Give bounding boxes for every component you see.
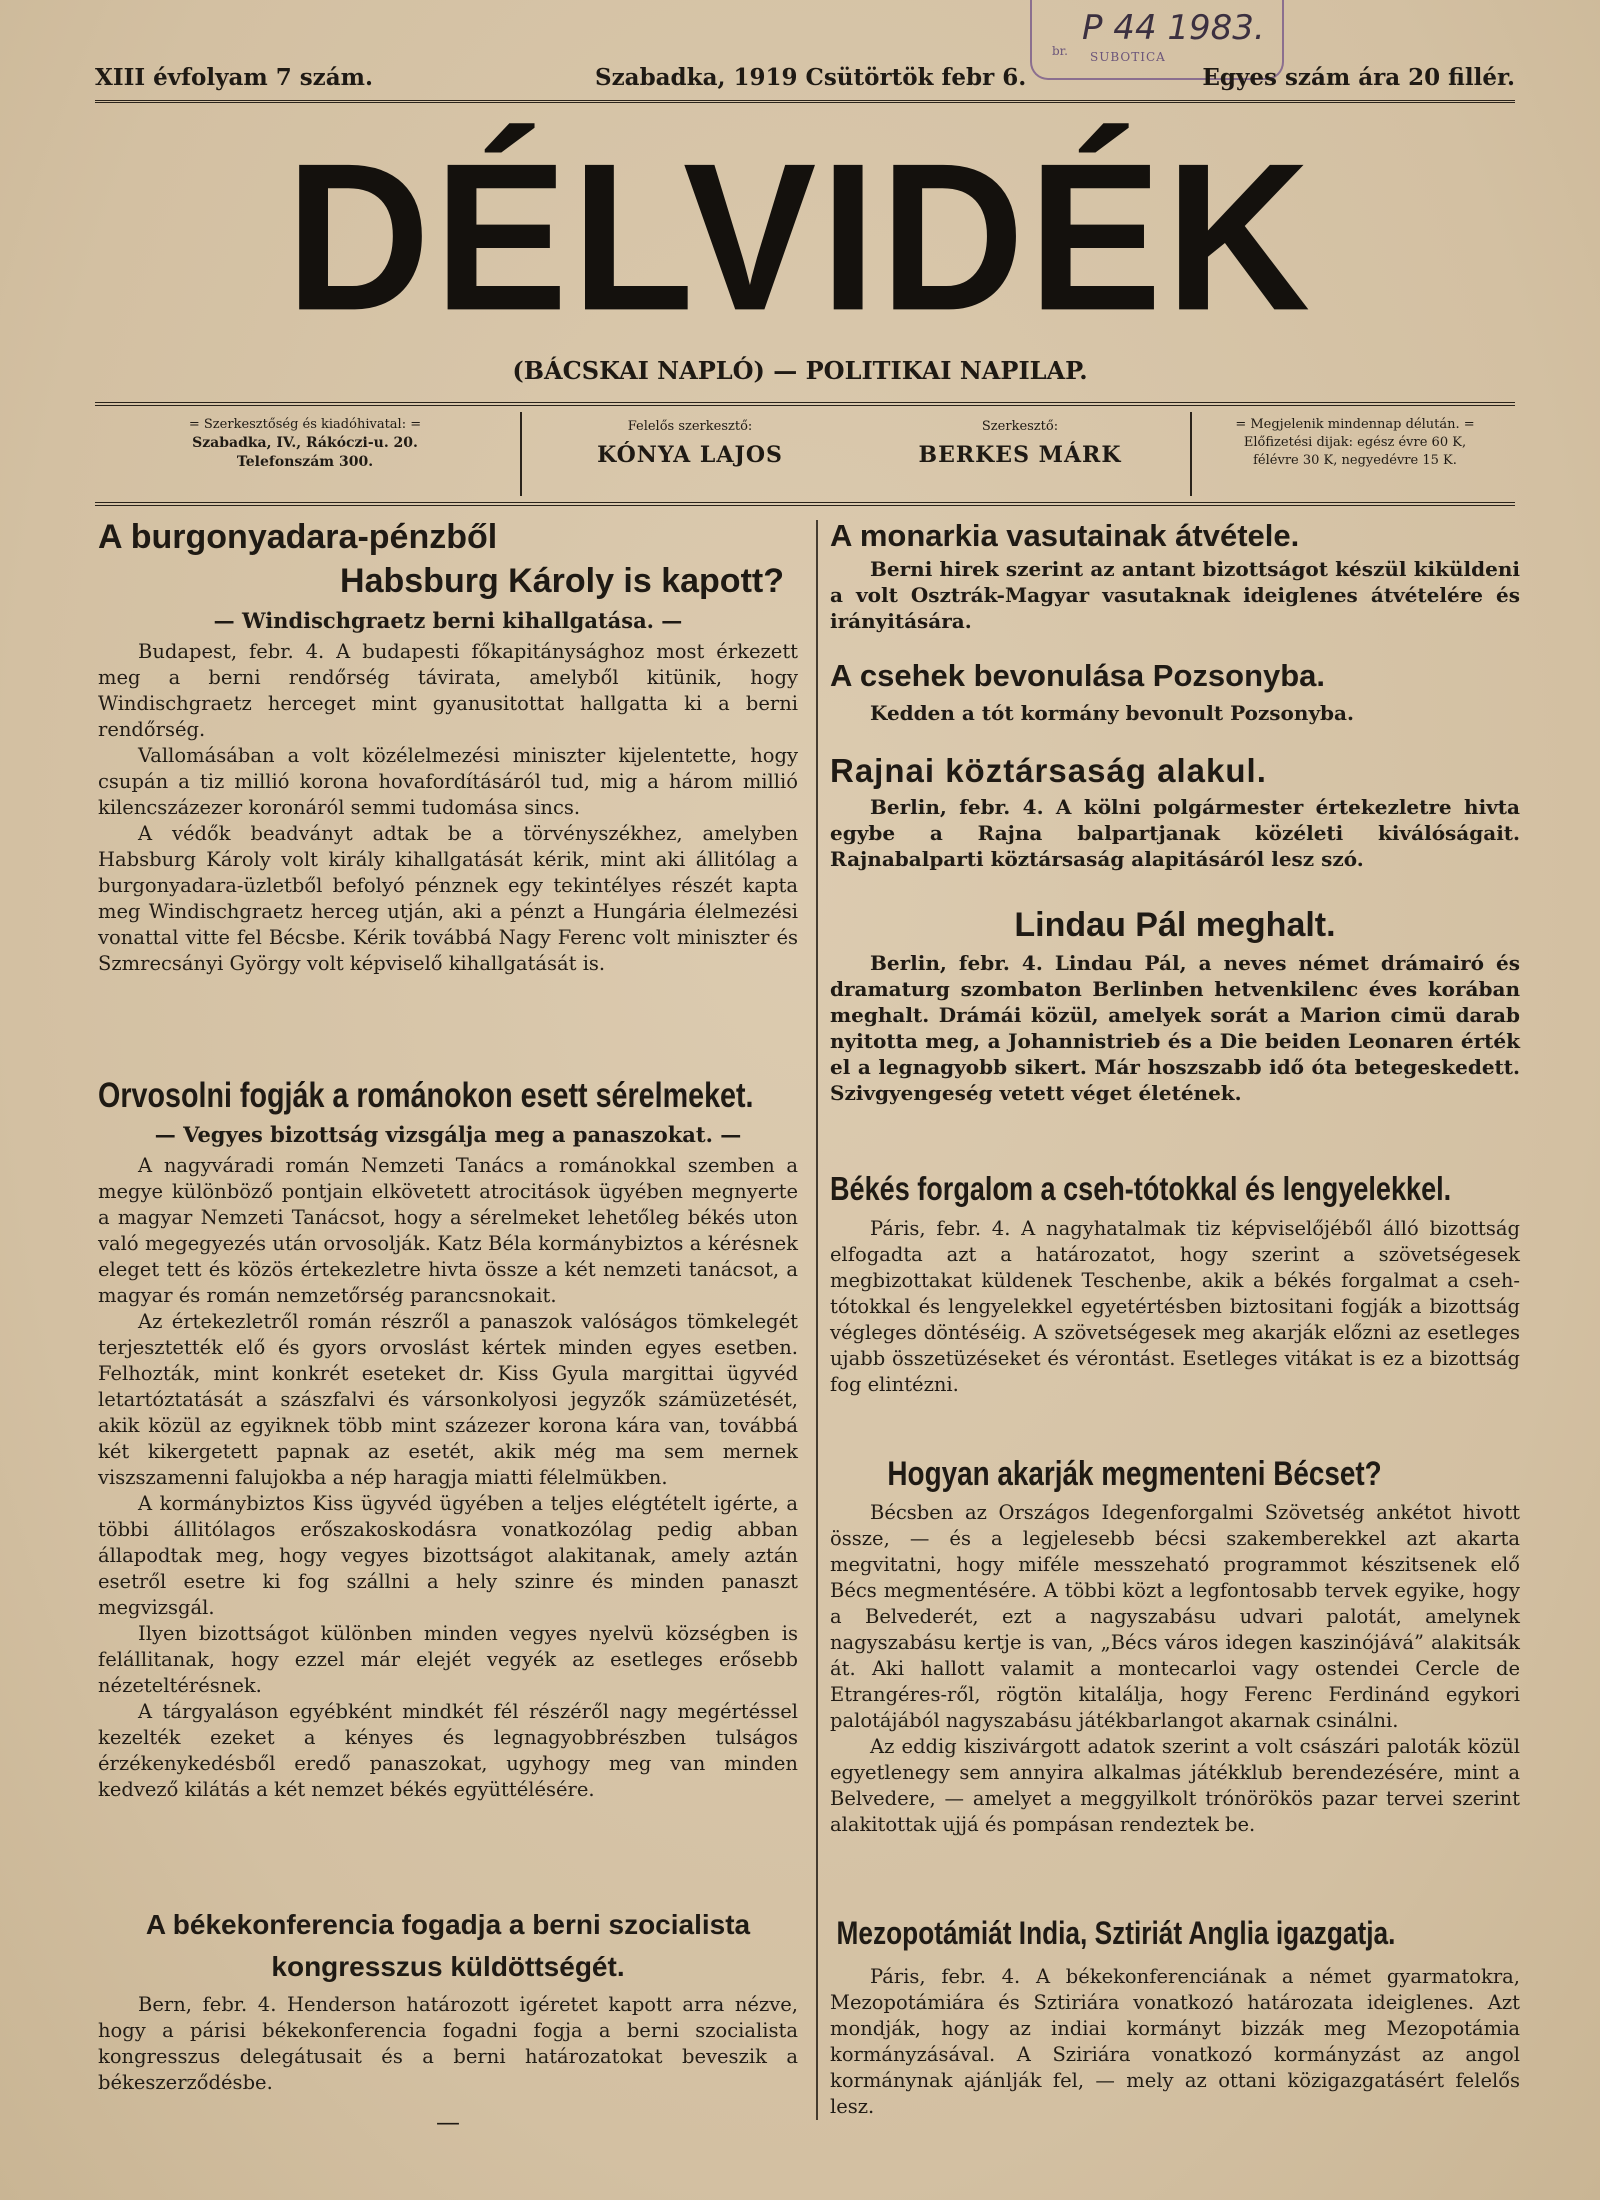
volume-number: XIII évfolyam 7 szám. [95, 64, 373, 91]
paragraph: Kedden a tót kormány bevonult Pozsonyba. [870, 701, 1354, 725]
headline: Rajnai köztársaság alakul. [830, 752, 1267, 789]
headline: Hogyan akarják megmenteni Bécset? [887, 1455, 1382, 1493]
paragraph: Berlin, febr. 4. A kölni polgármester értekezletre hivta egybe a Rajna balpartjanak közéleti kiválóságait. Rajnabalparti köztársaság alapitásáról lesz szó. [830, 795, 1520, 871]
subscription-info [1195, 416, 1515, 512]
article-body [830, 556, 1520, 634]
article-body [830, 1964, 1520, 2120]
article-vasutak [830, 516, 1520, 634]
office-info [95, 416, 515, 512]
article-becs [830, 1448, 1520, 1838]
article-body [98, 639, 798, 977]
newspaper-subtitle: (BÁCSKAI NAPLÓ) — POLITIKAI NAPILAP. [512, 356, 1088, 385]
article-bekes-forgalom [830, 1166, 1520, 1398]
headline: Lindau Pál meghalt. [1014, 906, 1336, 944]
office-line: Szabadka, IV., Rákóczi-u. 20. [192, 435, 418, 451]
headline: A monarkia vasutainak átvétele. [830, 518, 1300, 553]
paragraph: Bécsben az Országos Idegenforgalmi Szövetség ankétot hivott össze, — és a legjelesebb bécsi szakemberekkel azt akarta megvitatni, hogy miféle messzeható programmot készitsenek elő Bécs megmentésére. A többi közt a legfontosabb tervek egyike, hogy a Belvederét, ezt a nagyszabásu udvari palotát, amelynek nagyszabásu kertje is van, „Bécs város idegen kaszinójává” alakitsák át. Aki hallott valamit a montecarloi vagy ostendei Cercle de Etrangéres-ről, rögtön kitalálja, hogy Ferenc Ferdinánd egykori palotájából nagyszabásu játékbarlangot akarnak csinálni. [830, 1501, 1520, 1732]
article-body [98, 1992, 798, 2096]
article-rajnai [830, 748, 1520, 872]
stamp-city: SUBOTICA [1090, 50, 1166, 64]
headline: Békés forgalom a cseh-tótokkal és lengyelekkel. [830, 1170, 1452, 1207]
deck: — Vegyes bizottság vizsgálja meg a panaszokat. — [154, 1122, 742, 1147]
paragraph: Ilyen bizottságot különben minden vegyes nyelvü községben is felállitanak, hogy ezzel már elejét vegyék az esetleges erősebb nézeteltérésnek. [98, 1622, 798, 1697]
deck: — Windischgraetz berni kihallgatása. — [213, 608, 683, 633]
paragraph: Az értekezletről román részről a panaszok valóságos tömkelegét terjesztették elő és gyors orvoslást kértek minden egyes esetben. Felhozták, mint konkrét eseteket dr. Kiss Gyula margittai ügyvéd letartóztatását a szászfalvi és vársonkolyosi jegyzők számüzetését, akik közül az egyiknek több mint százezer korona kára van, továbbá két kikergetett papnak az esetét, akik még ma sem mernek viszszamenni falujokba a nép haragja miatti félelmükben. [98, 1310, 798, 1489]
info-separator [1190, 412, 1192, 496]
article-body [830, 950, 1520, 1106]
stamp-number: P 44 1983. [1082, 8, 1265, 48]
newspaper-title: DÉLVIDÉK [285, 120, 1315, 355]
paragraph: Berni hirek szerint az antant bizottságot készül kiküldeni a volt Osztrák-Magyar vasutaknak ideiglenes átvételére és irányitására. [830, 557, 1520, 633]
paragraph: A nagyváradi román Nemzeti Tanács a románokkal szemben a megye különböző pontjain elkövetett atrocitások ügyében megnyerte a magyar Nemzeti Tanácsot, hogy a sérelmeket lehetőleg békés uton való megegyezés után orvosolják. Katz Béla kormánybiztos a kérésnek eleget tett és közös értekezletre hivta össze a két nemzeti tanácsot, a magyar és román nemzetőrség parancsnokait. [98, 1154, 798, 1307]
sub-line: félévre 30 K, negyedévre 15 K. [1253, 453, 1457, 468]
office-line: = Szerkesztőség és kiadóhivatal: = [188, 417, 422, 432]
article-body [830, 700, 1520, 726]
responsible-editor [525, 418, 855, 514]
article-bekekonferencia [98, 1904, 798, 2136]
headline: A békekonferencia fogadja a berni szocialista [145, 1909, 751, 1940]
paragraph: Az eddig kiszivárgott adatok szerint a volt császári paloták közül egyetlenegy sem annyira alkalmas játékklub berendezésére, mint a Belvedere, — amelyet a meggyilkolt trónörökös pazar tervei szerint alakitottak ujjá és pompásan rendeztek be. [830, 1735, 1520, 1836]
editor-name: BERKES MÁRK [918, 442, 1122, 468]
article-body [830, 794, 1520, 872]
headline: Orvosolni fogják a románokon esett sérelmeket. [98, 1076, 754, 1115]
end-dash: — [436, 2108, 460, 2136]
sub-line: = Megjelenik mindennap délután. = [1235, 417, 1475, 432]
paragraph: Budapest, febr. 4. A budapesti főkapitánysághoz most érkezett meg a berni rendőrség távirata, amelyből kitünik, hogy Windischgraetz herceget mint gyanusitottat hallgatta ki a berni rendőrség. [98, 640, 798, 741]
issue-price: Egyes szám ára 20 fillér. [1202, 64, 1515, 91]
paragraph: Bern, febr. 4. Henderson határozott igéretet kapott arra nézve, hogy a párisi békekonferencia fogadni fogja a berni szocialista kongresszus delegátusait és a berni határozatokat beveszik a békeszerződésbe. [98, 1993, 798, 2094]
paragraph: A tárgyaláson egyébként mindkét fél részéről nagy megértéssel kezelték ezeket a kényes és legnagyobbrészben tulságos érzékenykedésből eredő panaszokat, ugyhogy meg van minden kedvező kilátás a két nemzet békés együttélésére. [98, 1700, 798, 1801]
article-burgonyadara [98, 516, 798, 977]
article-body [830, 1216, 1520, 1398]
article-body [98, 1153, 798, 1803]
resp-editor-name: KÓNYA LAJOS [597, 442, 783, 468]
info-separator [520, 412, 522, 496]
headline: A burgonyadara-pénzből [98, 518, 498, 556]
editor [855, 418, 1185, 514]
article-lindau [830, 900, 1520, 1106]
office-line: Telefonszám 300. [236, 454, 374, 470]
paragraph: Páris, febr. 4. A nagyhatalmak tiz képviselőjéből álló bizottság elfogadta azt a határozatot, hogy szerint a szövetségesek megbizottakat küldenek Teschenbe, akik a békés forgalmat a cseh-tótokkal és lengyelekkel egyetértésben biztositani fogják a bizottság végleges döntéséig. A szövetségesek meg akarják előzni az esetleges ujabb összetüzéseket és vérontást. Esetleges vitákat is ez a bizottság fog elintézni. [830, 1217, 1520, 1396]
article-body [830, 1500, 1520, 1838]
resp-editor-label: Felelős szerkesztő: [627, 419, 753, 434]
article-orvosolni [98, 1072, 798, 1803]
paragraph: Berlin, febr. 4. Lindau Pál, a neves német drámairó és dramaturg szombaton Berlinben hetvenkilenc éves korában meghalt. Drámái közül, amelyek sorát a Marion cimü darab nyitotta meg, a Johannistrieb és a Die beiden Leonaren érték el a legnagyobb sikert. Már hoszszabb idő óta betegeskedett. Szivgyengeség vetett véget életének. [830, 951, 1520, 1105]
headline: kongresszus küldöttségét. [271, 1951, 625, 1982]
paragraph: A kormánybiztos Kiss ügyvéd ügyében a teljes elégtételt igérte, a többi állitólagos erőszakoskodásra vonatkozólag pedig abban állapodtak meg, hogy vegyes bizottságot alakitanak, amely aztán esetről esetre ki fog szállni a hely szinre és minden panaszt megvizsgál. [98, 1492, 798, 1619]
masthead-strip [95, 62, 1515, 103]
column-divider [816, 520, 818, 2120]
headline: A csehek bevonulása Pozsonyba. [830, 658, 1326, 693]
paragraph: Páris, febr. 4. A békekonferenciának a német gyarmatokra, Mezopotámiára és Sztiriára vonatkozó határozata ideiglenes. Azt mondják, hogy az indiai kormányt bizzák meg Mezopotámia kormányzásával. A Sziriára vonatkozó kormányzást az angol kormánynak ajánlják fel, — mely az ottani közigazgatásért felelős lesz. [830, 1965, 1520, 2118]
paragraph: Vallomásában a volt közélelmezési miniszter kijelentette, hogy csupán a tiz millió korona hovafordításáról tud, mig a három millió kilencszázezer koronáról semmi tudomása sincs. [98, 744, 798, 819]
place-date: Szabadka, 1919 Csütörtök febr 6. [595, 64, 1027, 91]
stamp-label: br. [1052, 44, 1068, 58]
info-bar [95, 402, 1515, 506]
article-mezopotamia [830, 1908, 1520, 2120]
sub-line: Előfizetési dijak: egész évre 60 K, [1243, 435, 1467, 450]
editor-label: Szerkesztő: [981, 419, 1059, 434]
headline: Habsburg Károly is kapott? [340, 562, 784, 600]
paragraph: A védők beadványt adtak be a törvényszékhez, amelyben Habsburg Károly volt király kihallgatását kérik, mint aki állitólag a burgonyadara-üzletből befolyó pénznek egy tekintélyes részét kapta meg Windischgraetz herceg utján, aki a pénzt a Hungária élelmezési vonattal vitte fel Bécsbe. Kérik továbbá Nagy Ferenc volt miniszter és Szmrecsányi György volt képviselő kihallgatását is. [98, 822, 798, 975]
headline: Mezopotámiát India, Sztiriát Anglia igazgatja. [836, 1915, 1396, 1951]
article-csehek [830, 656, 1520, 726]
